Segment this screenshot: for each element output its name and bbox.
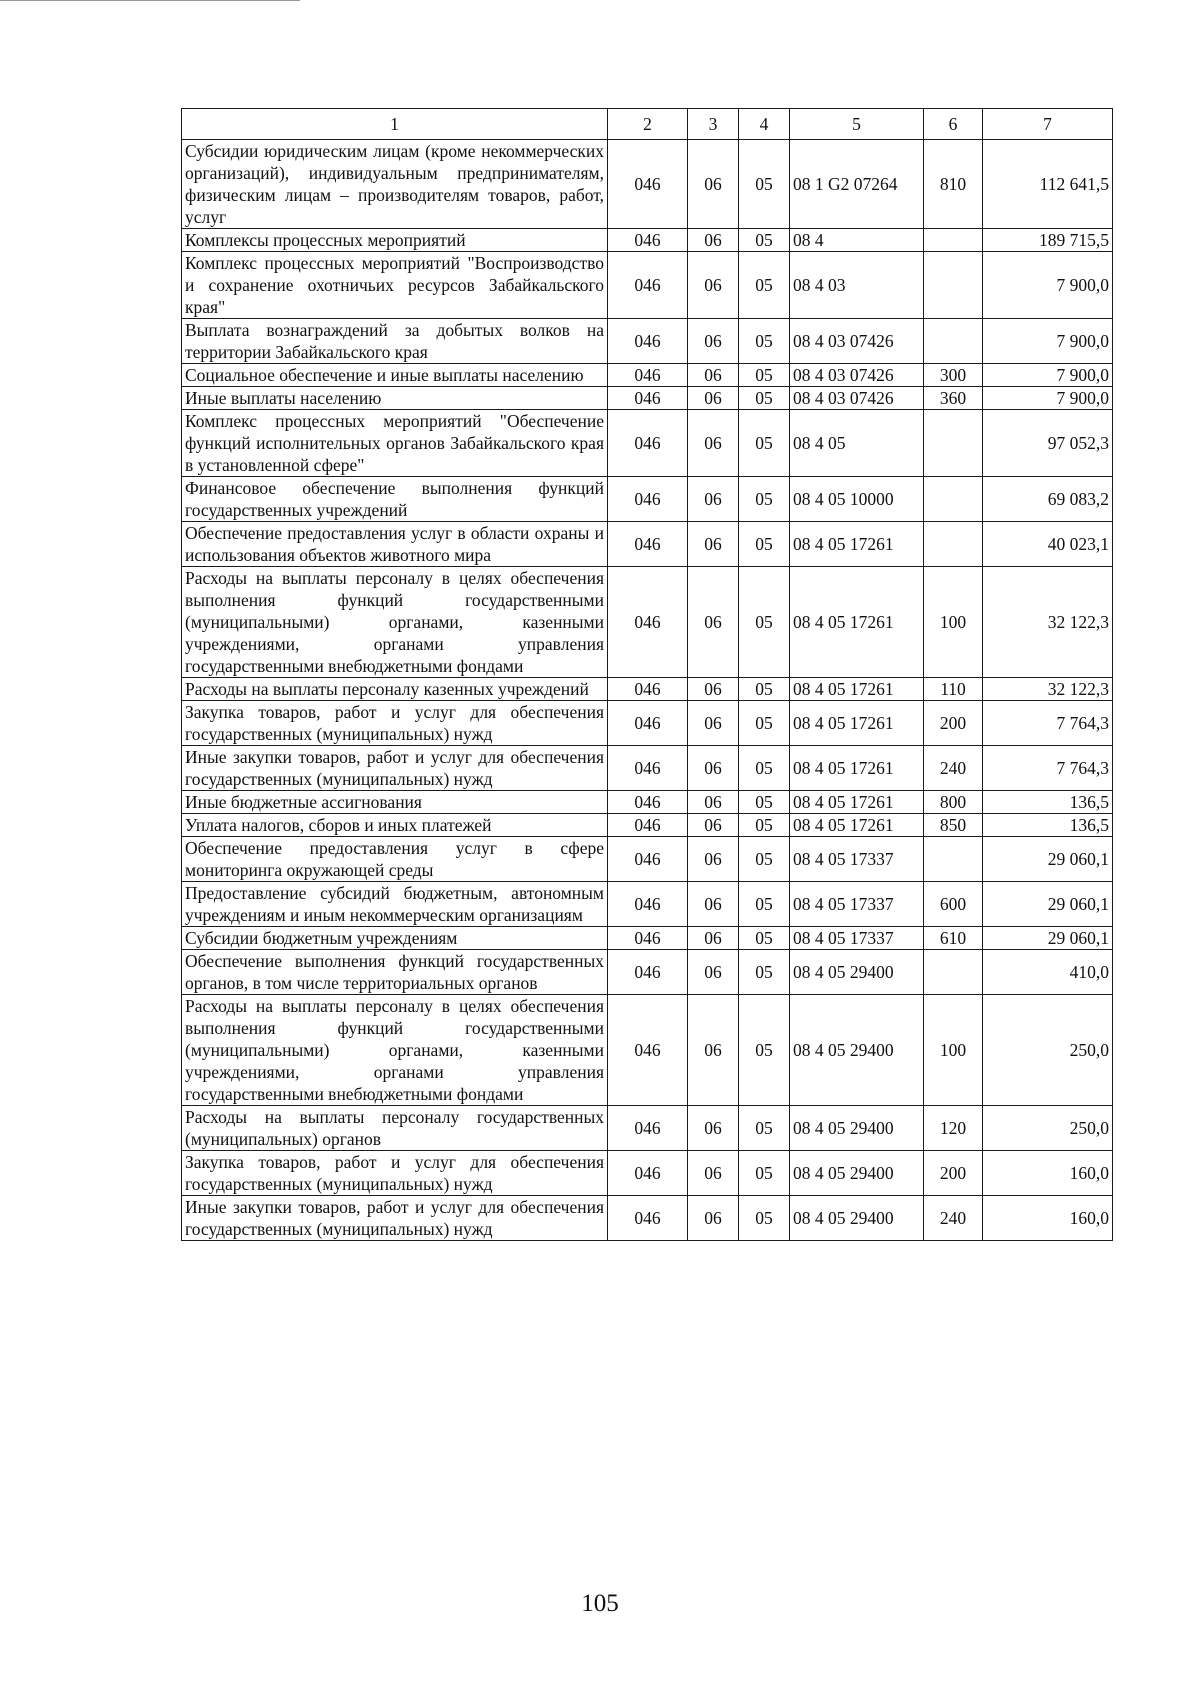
amount-cell: 7 900,0 — [983, 364, 1113, 387]
target-article-cell: 08 4 05 29400 — [790, 1196, 924, 1241]
section-cell: 06 — [688, 567, 739, 678]
table-row — [182, 1196, 1113, 1241]
target-article-cell: 08 4 05 29400 — [790, 950, 924, 995]
subsection-cell: 05 — [739, 950, 790, 995]
target-article-cell: 08 4 03 07426 — [790, 387, 924, 410]
item-name-cell: Иные закупки товаров, работ и услуг для обеспечения государственных (муниципальных) нужд — [182, 1196, 608, 1241]
target-article-cell: 08 4 05 17337 — [790, 837, 924, 882]
amount-cell: 7 900,0 — [983, 319, 1113, 364]
target-article-cell: 08 4 05 17261 — [790, 791, 924, 814]
target-article-cell: 08 4 05 17261 — [790, 701, 924, 746]
amount-cell: 69 083,2 — [983, 477, 1113, 522]
item-name-cell: Социальное обеспечение и иные выплаты населению — [182, 364, 608, 387]
amount-cell: 160,0 — [983, 1151, 1113, 1196]
item-name-cell: Уплата налогов, сборов и иных платежей — [182, 814, 608, 837]
table-row — [182, 387, 1113, 410]
header-cell-5: 5 — [790, 109, 924, 140]
section-cell: 06 — [688, 746, 739, 791]
table-row — [182, 995, 1113, 1106]
item-name-cell: Комплексы процессных мероприятий — [182, 229, 608, 252]
expense-type-cell: 850 — [924, 814, 983, 837]
scan-edge-line — [0, 0, 300, 1]
item-name-cell: Обеспечение предоставления услуг в области охраны и использования объектов животного мира — [182, 522, 608, 567]
amount-cell: 7 764,3 — [983, 746, 1113, 791]
subsection-cell: 05 — [739, 319, 790, 364]
subsection-cell: 05 — [739, 410, 790, 477]
item-name-cell: Расходы на выплаты персоналу в целях обеспечения выполнения функций государственными (муниципальными) органами, казенными учреждениями, органами управления государственными внебюджетными фондами — [182, 567, 608, 678]
expense-type-cell: 110 — [924, 678, 983, 701]
item-name-cell: Субсидии бюджетным учреждениям — [182, 927, 608, 950]
table-row — [182, 927, 1113, 950]
item-name-cell: Расходы на выплаты персоналу казенных учреждений — [182, 678, 608, 701]
table-row — [182, 364, 1113, 387]
amount-cell: 29 060,1 — [983, 882, 1113, 927]
expense-type-cell: 810 — [924, 140, 983, 229]
subsection-cell: 05 — [739, 837, 790, 882]
amount-cell: 160,0 — [983, 1196, 1113, 1241]
table-row — [182, 814, 1113, 837]
admin-code-cell: 046 — [608, 229, 688, 252]
subsection-cell: 05 — [739, 701, 790, 746]
item-name-cell: Обеспечение предоставления услуг в сфере мониторинга окружающей среды — [182, 837, 608, 882]
table-row — [182, 882, 1113, 927]
target-article-cell: 08 4 05 17261 — [790, 567, 924, 678]
amount-cell: 29 060,1 — [983, 927, 1113, 950]
section-cell: 06 — [688, 791, 739, 814]
admin-code-cell: 046 — [608, 701, 688, 746]
amount-cell: 136,5 — [983, 791, 1113, 814]
target-article-cell: 08 4 03 07426 — [790, 364, 924, 387]
item-name-cell: Комплекс процессных мероприятий "Обеспечение функций исполнительных органов Забайкальского края в установленной сфере" — [182, 410, 608, 477]
item-name-cell: Иные бюджетные ассигнования — [182, 791, 608, 814]
admin-code-cell: 046 — [608, 567, 688, 678]
expense-type-cell — [924, 950, 983, 995]
header-cell-7: 7 — [983, 109, 1113, 140]
amount-cell: 250,0 — [983, 995, 1113, 1106]
expense-type-cell: 240 — [924, 1196, 983, 1241]
section-cell: 06 — [688, 364, 739, 387]
subsection-cell: 05 — [739, 477, 790, 522]
table-row — [182, 229, 1113, 252]
expense-type-cell — [924, 410, 983, 477]
amount-cell: 7 900,0 — [983, 252, 1113, 319]
admin-code-cell: 046 — [608, 477, 688, 522]
expense-type-cell — [924, 522, 983, 567]
table-row — [182, 791, 1113, 814]
section-cell: 06 — [688, 837, 739, 882]
subsection-cell: 05 — [739, 252, 790, 319]
table-row — [182, 746, 1113, 791]
section-cell: 06 — [688, 950, 739, 995]
target-article-cell: 08 4 05 29400 — [790, 1106, 924, 1151]
subsection-cell: 05 — [739, 995, 790, 1106]
table-row — [182, 140, 1113, 229]
admin-code-cell: 046 — [608, 837, 688, 882]
target-article-cell: 08 4 05 10000 — [790, 477, 924, 522]
table-row — [182, 410, 1113, 477]
admin-code-cell: 046 — [608, 140, 688, 229]
expense-type-cell — [924, 477, 983, 522]
subsection-cell: 05 — [739, 387, 790, 410]
subsection-cell: 05 — [739, 882, 790, 927]
subsection-cell: 05 — [739, 791, 790, 814]
subsection-cell: 05 — [739, 746, 790, 791]
header-cell-1: 1 — [182, 109, 608, 140]
expense-type-cell: 600 — [924, 882, 983, 927]
table-row — [182, 477, 1113, 522]
target-article-cell: 08 4 05 17337 — [790, 882, 924, 927]
target-article-cell: 08 4 05 17261 — [790, 522, 924, 567]
admin-code-cell: 046 — [608, 252, 688, 319]
expense-type-cell — [924, 252, 983, 319]
admin-code-cell: 046 — [608, 410, 688, 477]
admin-code-cell: 046 — [608, 364, 688, 387]
target-article-cell: 08 4 03 — [790, 252, 924, 319]
table-row — [182, 1106, 1113, 1151]
section-cell: 06 — [688, 229, 739, 252]
table-row — [182, 252, 1113, 319]
admin-code-cell: 046 — [608, 882, 688, 927]
subsection-cell: 05 — [739, 364, 790, 387]
expense-type-cell: 800 — [924, 791, 983, 814]
admin-code-cell: 046 — [608, 927, 688, 950]
admin-code-cell: 046 — [608, 746, 688, 791]
expense-type-cell: 100 — [924, 995, 983, 1106]
admin-code-cell: 046 — [608, 678, 688, 701]
section-cell: 06 — [688, 252, 739, 319]
section-cell: 06 — [688, 319, 739, 364]
table-row — [182, 522, 1113, 567]
expense-type-cell — [924, 837, 983, 882]
section-cell: 06 — [688, 995, 739, 1106]
table-row — [182, 701, 1113, 746]
amount-cell: 250,0 — [983, 1106, 1113, 1151]
admin-code-cell: 046 — [608, 387, 688, 410]
table-body — [182, 140, 1113, 1241]
expense-type-cell: 300 — [924, 364, 983, 387]
amount-cell: 29 060,1 — [983, 837, 1113, 882]
admin-code-cell: 046 — [608, 995, 688, 1106]
amount-cell: 7 900,0 — [983, 387, 1113, 410]
section-cell: 06 — [688, 410, 739, 477]
subsection-cell: 05 — [739, 1196, 790, 1241]
budget-table — [181, 108, 1113, 1241]
amount-cell: 410,0 — [983, 950, 1113, 995]
target-article-cell: 08 4 05 17261 — [790, 746, 924, 791]
amount-cell: 7 764,3 — [983, 701, 1113, 746]
section-cell: 06 — [688, 477, 739, 522]
section-cell: 06 — [688, 1196, 739, 1241]
target-article-cell: 08 4 05 17261 — [790, 678, 924, 701]
item-name-cell: Иные выплаты населению — [182, 387, 608, 410]
subsection-cell: 05 — [739, 814, 790, 837]
section-cell: 06 — [688, 814, 739, 837]
admin-code-cell: 046 — [608, 522, 688, 567]
section-cell: 06 — [688, 701, 739, 746]
target-article-cell: 08 4 — [790, 229, 924, 252]
section-cell: 06 — [688, 678, 739, 701]
admin-code-cell: 046 — [608, 791, 688, 814]
item-name-cell: Финансовое обеспечение выполнения функций государственных учреждений — [182, 477, 608, 522]
header-cell-6: 6 — [924, 109, 983, 140]
section-cell: 06 — [688, 140, 739, 229]
target-article-cell: 08 4 03 07426 — [790, 319, 924, 364]
amount-cell: 189 715,5 — [983, 229, 1113, 252]
target-article-cell: 08 4 05 17261 — [790, 814, 924, 837]
section-cell: 06 — [688, 522, 739, 567]
section-cell: 06 — [688, 1106, 739, 1151]
page-number: 105 — [581, 1590, 619, 1617]
item-name-cell: Иные закупки товаров, работ и услуг для обеспечения государственных (муниципальных) нужд — [182, 746, 608, 791]
admin-code-cell: 046 — [608, 1151, 688, 1196]
table-row — [182, 678, 1113, 701]
subsection-cell: 05 — [739, 522, 790, 567]
admin-code-cell: 046 — [608, 814, 688, 837]
subsection-cell: 05 — [739, 140, 790, 229]
header-cell-2: 2 — [608, 109, 688, 140]
admin-code-cell: 046 — [608, 1106, 688, 1151]
table-row — [182, 567, 1113, 678]
section-cell: 06 — [688, 387, 739, 410]
expense-type-cell — [924, 229, 983, 252]
expense-type-cell: 100 — [924, 567, 983, 678]
target-article-cell: 08 4 05 — [790, 410, 924, 477]
admin-code-cell: 046 — [608, 319, 688, 364]
expense-type-cell: 240 — [924, 746, 983, 791]
item-name-cell: Субсидии юридическим лицам (кроме некоммерческих организаций), индивидуальным предпринимателям, физическим лицам – производителям товаров, работ, услуг — [182, 140, 608, 229]
header-cell-4: 4 — [739, 109, 790, 140]
amount-cell: 40 023,1 — [983, 522, 1113, 567]
item-name-cell: Закупка товаров, работ и услуг для обеспечения государственных (муниципальных) нужд — [182, 1151, 608, 1196]
section-cell: 06 — [688, 927, 739, 950]
subsection-cell: 05 — [739, 1151, 790, 1196]
item-name-cell: Предоставление субсидий бюджетным, автономным учреждениям и иным некоммерческим организациям — [182, 882, 608, 927]
amount-cell: 32 122,3 — [983, 678, 1113, 701]
expense-type-cell: 360 — [924, 387, 983, 410]
subsection-cell: 05 — [739, 567, 790, 678]
target-article-cell: 08 4 05 17337 — [790, 927, 924, 950]
item-name-cell: Закупка товаров, работ и услуг для обеспечения государственных (муниципальных) нужд — [182, 701, 608, 746]
target-article-cell: 08 1 G2 07264 — [790, 140, 924, 229]
subsection-cell: 05 — [739, 229, 790, 252]
item-name-cell: Выплата вознаграждений за добытых волков на территории Забайкальского края — [182, 319, 608, 364]
admin-code-cell: 046 — [608, 1196, 688, 1241]
amount-cell: 97 052,3 — [983, 410, 1113, 477]
expense-type-cell: 120 — [924, 1106, 983, 1151]
header-cell-3: 3 — [688, 109, 739, 140]
subsection-cell: 05 — [739, 678, 790, 701]
subsection-cell: 05 — [739, 927, 790, 950]
target-article-cell: 08 4 05 29400 — [790, 995, 924, 1106]
amount-cell: 112 641,5 — [983, 140, 1113, 229]
item-name-cell: Обеспечение выполнения функций государственных органов, в том числе территориальных органов — [182, 950, 608, 995]
amount-cell: 32 122,3 — [983, 567, 1113, 678]
table-row — [182, 950, 1113, 995]
admin-code-cell: 046 — [608, 950, 688, 995]
table-row — [182, 837, 1113, 882]
table-row — [182, 319, 1113, 364]
section-cell: 06 — [688, 1151, 739, 1196]
expense-type-cell — [924, 319, 983, 364]
item-name-cell: Расходы на выплаты персоналу в целях обеспечения выполнения функций государственными (муниципальными) органами, казенными учреждениями, органами управления государственными внебюджетными фондами — [182, 995, 608, 1106]
section-cell: 06 — [688, 882, 739, 927]
header-row — [182, 109, 1113, 140]
item-name-cell: Комплекс процессных мероприятий "Воспроизводство и сохранение охотничьих ресурсов Забайкальского края" — [182, 252, 608, 319]
subsection-cell: 05 — [739, 1106, 790, 1151]
expense-type-cell: 200 — [924, 701, 983, 746]
target-article-cell: 08 4 05 29400 — [790, 1151, 924, 1196]
expense-type-cell: 610 — [924, 927, 983, 950]
item-name-cell: Расходы на выплаты персоналу государственных (муниципальных) органов — [182, 1106, 608, 1151]
amount-cell: 136,5 — [983, 814, 1113, 837]
table-row — [182, 1151, 1113, 1196]
expense-type-cell: 200 — [924, 1151, 983, 1196]
